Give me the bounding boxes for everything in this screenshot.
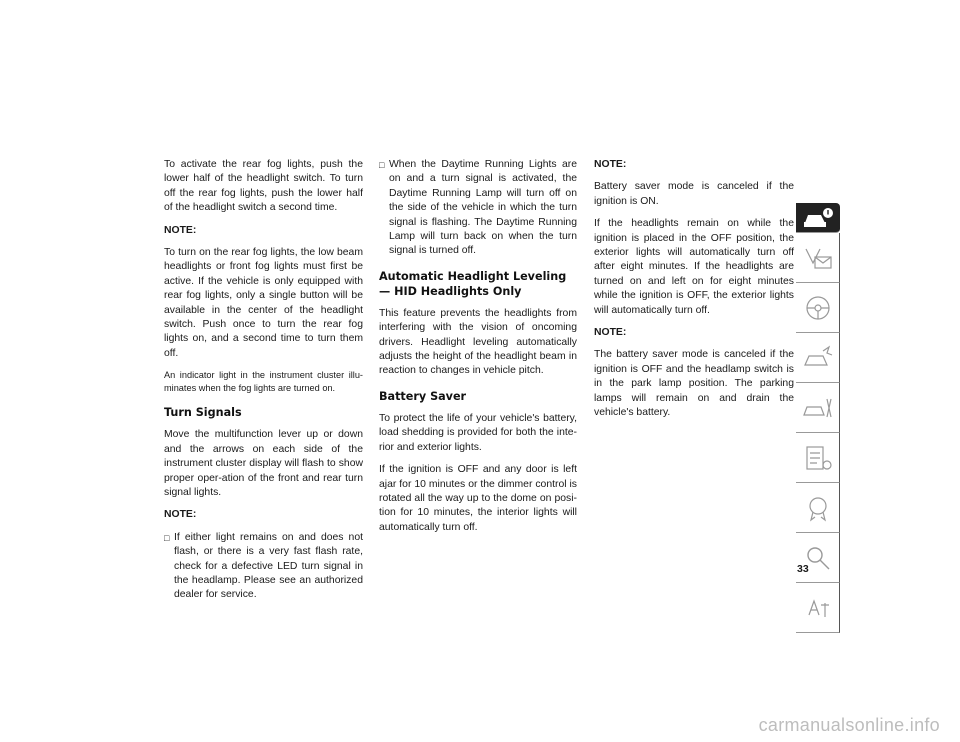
bullet-text: If either light remains on and does not flash, or there is a very fast flash rate, check for a defective LED turn signal in the headlamp. Please see an authorized dealer for service. xyxy=(174,531,363,601)
paragraph: Move the multifunction lever up or down and the arrows on each side of the instrument cluster display will flash to show proper oper-ation of the front and rear turn signal lights. xyxy=(164,429,363,498)
tab-mail-warning[interactable] xyxy=(796,233,840,283)
tab-search[interactable] xyxy=(796,533,840,583)
tab-service[interactable] xyxy=(796,383,840,433)
paragraph: To protect the life of your vehicle's battery, load shedding is provided for both the inte-rior and exterior lights. xyxy=(379,412,577,453)
tab-car-info[interactable] xyxy=(796,203,840,233)
note-text: The battery saver mode is canceled if the ignition is OFF and the headlamp switch is in the park lamp position. The parking lamps will remain on and drain the vehicle's battery. xyxy=(594,349,794,419)
tab-language[interactable] xyxy=(796,583,840,633)
column-3 xyxy=(594,158,794,429)
indicator-caption: An indicator light in the instrument cluster illu-minates when the fog lights are turned on. xyxy=(164,370,363,394)
paragraph: If the ignition is OFF and any door is left ajar for 10 minutes or the dimmer control is rotated all the way up to the dome on posi-tion for 10 minutes, the interior lights will automatically turn off. xyxy=(379,464,577,533)
column-2 xyxy=(379,158,577,543)
note-label: NOTE: xyxy=(164,509,197,521)
column-1 xyxy=(164,158,363,611)
car-info-icon xyxy=(801,203,835,233)
tab-warranty[interactable] xyxy=(796,483,840,533)
paragraph: This feature prevents the headlights from interfering with the vision of oncoming drivers. Headlight leveling automatically adjusts the height of the headlight beam in reaction to changes in vehicle pitch. xyxy=(379,307,577,377)
warranty-icon xyxy=(801,493,835,523)
note-label: NOTE: xyxy=(164,224,197,236)
bullet-item xyxy=(164,531,363,603)
footer-watermark: carmanualsonline.info xyxy=(758,715,940,735)
mail-warning-icon xyxy=(801,243,835,273)
steering-wheel-icon xyxy=(801,293,835,323)
tab-checklist[interactable] xyxy=(796,433,840,483)
tab-crash[interactable] xyxy=(796,333,840,383)
car-crash-icon xyxy=(801,343,835,373)
tab-steering[interactable] xyxy=(796,283,840,333)
note-label: NOTE: xyxy=(594,159,627,170)
paragraph: If the headlights remain on while the ignition is placed in the OFF position, the exterior lights will automatically turn off after eight minutes. If the headlights are turned on and left on for eight minutes while the ignition is OFF, the exterior lights will automatically turn off. xyxy=(594,218,794,316)
checklist-icon xyxy=(801,443,835,473)
section-heading: Turn Signals xyxy=(164,406,242,420)
note-label: NOTE: xyxy=(594,327,627,339)
note-text: To turn on the rear fog lights, the low beam headlights or front fog lights must first be active. If the vehicle is only equipped with rear fog lights, only a single button will be available in the center of the headlight switch. Push once to turn the rear fog lights on, and a second time to turn them off. xyxy=(164,247,363,359)
checkbox-bullet-icon: □ xyxy=(379,160,385,170)
car-service-icon xyxy=(801,393,835,423)
note-text: Battery saver mode is canceled if the ignition is ON. xyxy=(594,181,794,207)
language-icon xyxy=(801,593,835,623)
page-number: 33 xyxy=(797,563,809,575)
bullet-item xyxy=(379,158,577,259)
section-heading: Automatic Headlight Leveling — HID Headlights Only xyxy=(379,269,567,298)
bullet-text: When the Daytime Running Lights are on and a turn signal is activated, the Daytime Running Lamp will turn off on the side of the vehicle in which the turn signal is flashing. The Daytime Running Lamp will turn back on when the turn signal is turned off. xyxy=(389,159,577,257)
checkbox-bullet-icon: □ xyxy=(164,532,170,543)
paragraph: To activate the rear fog lights, push the lower half of the headlight switch. To turn off the rear fog lights, push the lower half of the headlight switch a second time. xyxy=(164,159,363,214)
section-heading: Battery Saver xyxy=(379,389,467,403)
